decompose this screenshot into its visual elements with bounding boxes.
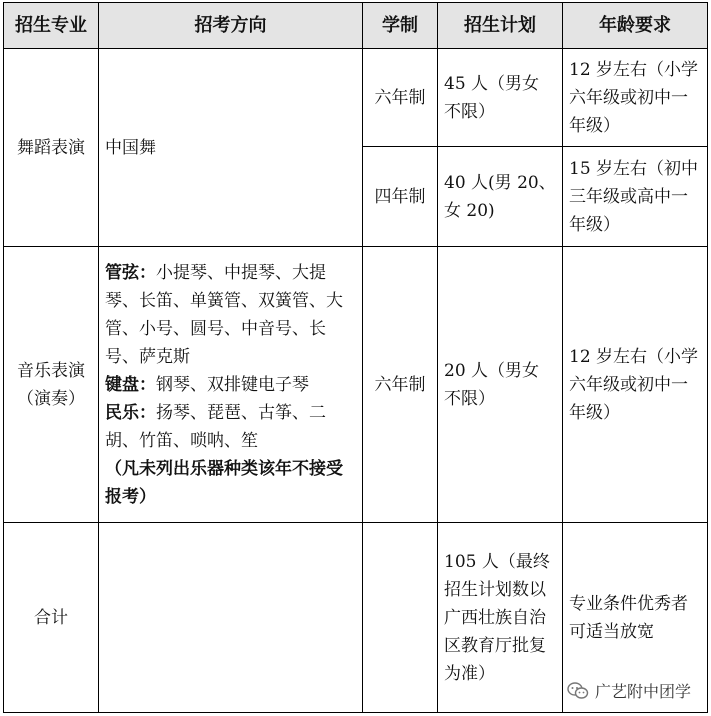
header-direction: 招考方向 <box>99 3 363 49</box>
total-duration-empty <box>363 523 438 713</box>
dance-major: 舞蹈表演 <box>4 49 99 247</box>
header-major: 招生专业 <box>4 3 99 49</box>
table-row <box>4 247 708 523</box>
music-direction <box>99 247 363 523</box>
wind-label: 管弦： <box>105 262 156 283</box>
dance-duration-4: 四年制 <box>363 147 438 247</box>
music-age: 12 岁左右（小学六年级或初中一年级） <box>563 247 708 523</box>
enrollment-table <box>3 2 708 713</box>
wechat-icon <box>567 682 589 700</box>
total-label: 合计 <box>4 523 99 713</box>
dance-plan-6: 45 人（男女不限） <box>438 49 563 147</box>
watermark-text: 广艺附中团学 <box>594 682 691 701</box>
header-row <box>4 3 708 49</box>
dance-duration-6: 六年制 <box>363 49 438 147</box>
dance-age-4: 15 岁左右（初中三年级或高中一年级） <box>563 147 708 247</box>
wind-items: 小提琴、中提琴、大提琴、长笛、单簧管、双簧管、大管、小号、圆号、中音号、长号、萨克斯 <box>105 262 343 367</box>
wind-group <box>105 259 356 371</box>
folk-items: 扬琴、琵琶、古筝、二胡、竹笛、唢呐、笙 <box>105 402 326 451</box>
dance-age-6: 12 岁左右（小学六年级或初中一年级） <box>563 49 708 147</box>
table-row <box>4 49 708 147</box>
music-plan: 20 人（男女不限） <box>438 247 563 523</box>
keyboard-group <box>105 371 356 399</box>
watermark <box>565 679 693 702</box>
total-age: 专业条件优秀者可适当放宽 <box>563 523 708 713</box>
header-age: 年龄要求 <box>563 3 708 49</box>
total-plan: 105 人（最终招生计划数以广西壮族自治区教育厅批复为准） <box>438 523 563 713</box>
dance-direction: 中国舞 <box>99 49 363 247</box>
music-major-line1: 音乐表演 <box>17 360 85 381</box>
instrument-note: （凡未列出乐器种类该年不接受报考） <box>105 458 343 507</box>
music-duration: 六年制 <box>363 247 438 523</box>
header-duration: 学制 <box>363 3 438 49</box>
music-major <box>4 247 99 523</box>
keyboard-items: 钢琴、双排键电子琴 <box>156 374 309 395</box>
keyboard-label: 键盘： <box>105 374 156 395</box>
dance-plan-4: 40 人(男 20、女 20) <box>438 147 563 247</box>
folk-group <box>105 399 356 455</box>
total-direction-empty <box>99 523 363 713</box>
music-major-line2: （演奏） <box>17 388 85 409</box>
header-plan: 招生计划 <box>438 3 563 49</box>
folk-label: 民乐： <box>105 402 156 423</box>
